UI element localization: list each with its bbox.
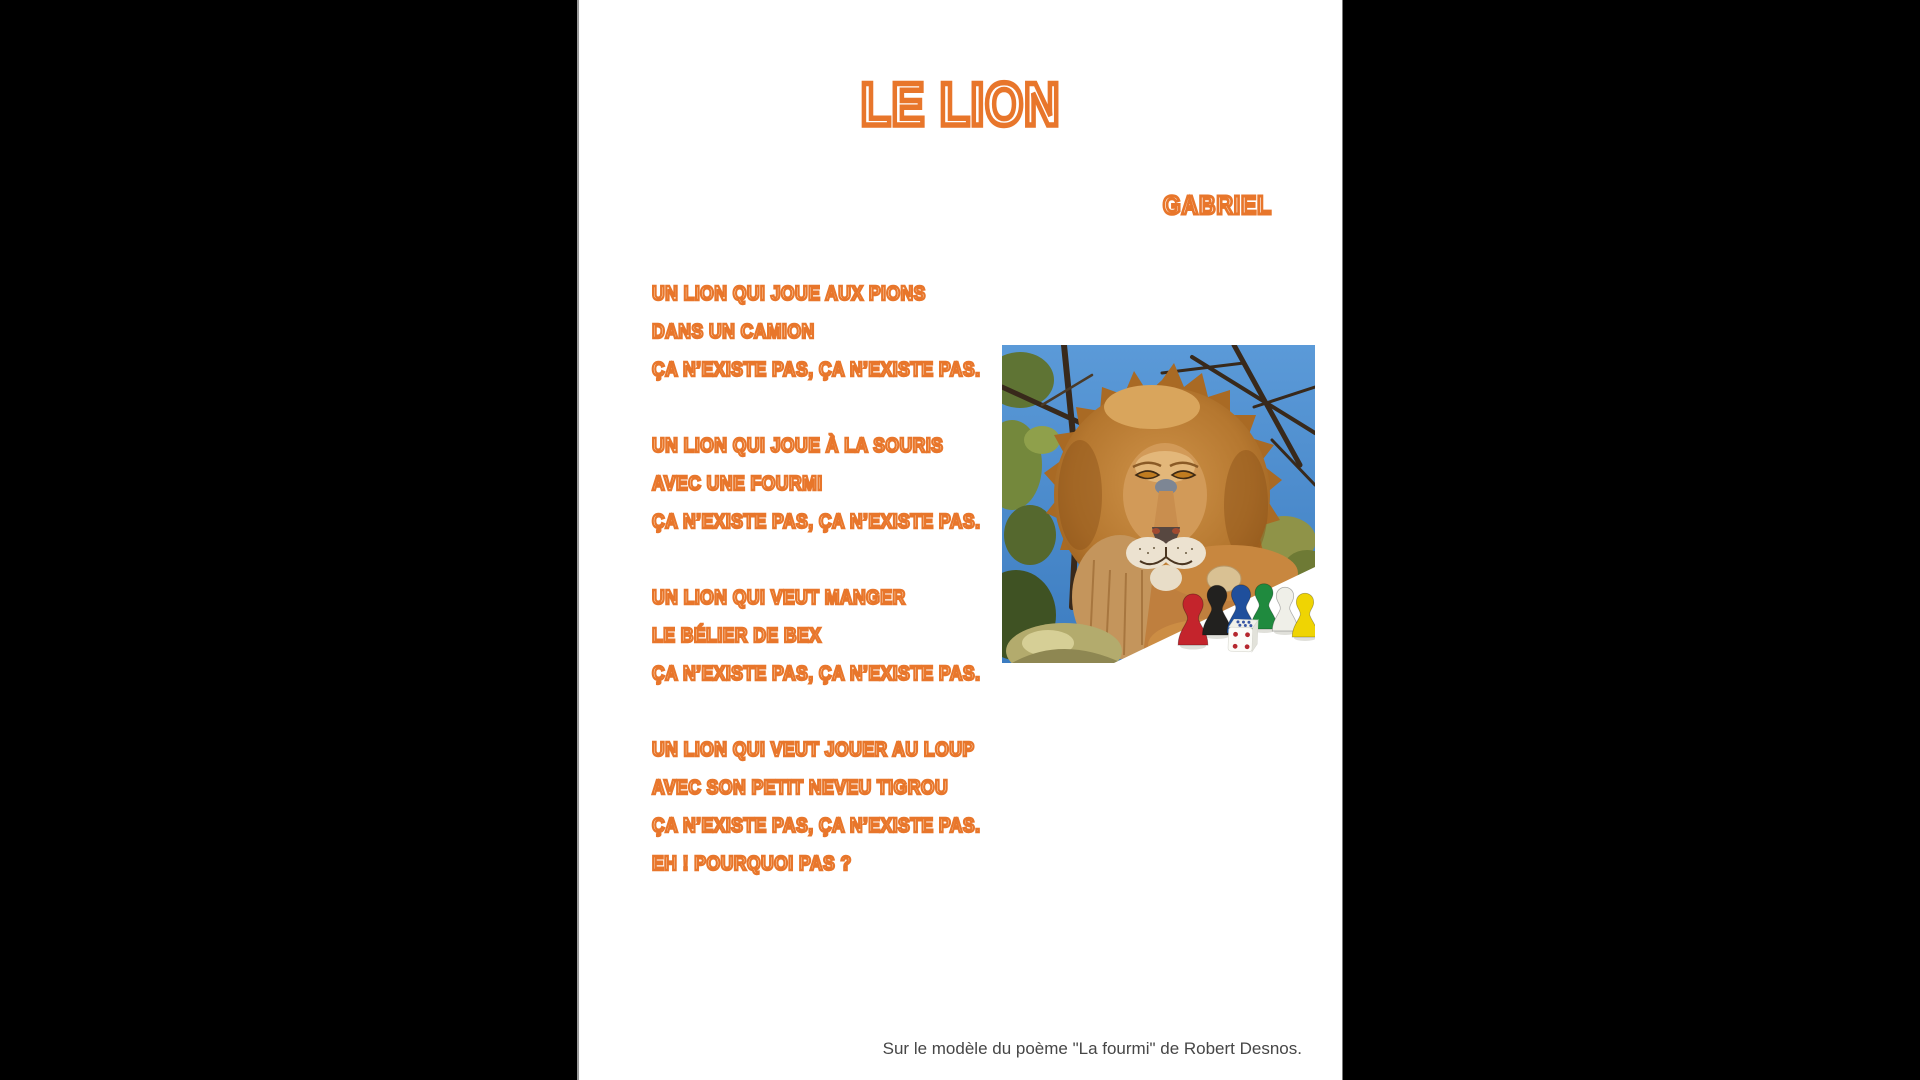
dice-icon: [1228, 619, 1258, 652]
poem-line: AVEC SON PETIT NEVEU TIGROU: [652, 777, 949, 799]
source-note: Sur le modèle du poème "La fourmi" de Robert Desnos.: [882, 1039, 1302, 1058]
lion-illustration: [1002, 345, 1315, 663]
poem-body: [652, 275, 980, 921]
lion-photo: [1002, 345, 1315, 663]
poem-line: UN LION QUI JOUE À LA SOURIS: [652, 435, 944, 457]
poem-line: UN LION QUI JOUE AUX PIONS: [652, 283, 926, 305]
poem-line: AVEC UNE FOURMI: [652, 473, 823, 495]
poem-line: ÇA N’EXISTE PAS, ÇA N’EXISTE PAS.: [652, 511, 981, 533]
poem-line: ÇA N’EXISTE PAS, ÇA N’EXISTE PAS.: [652, 359, 981, 381]
poem-title: LE LION: [860, 71, 1061, 138]
poem-line: UN LION QUI VEUT MANGER: [652, 587, 906, 609]
poem-line: LE BÉLIER DE BEX: [652, 625, 822, 647]
poem-line: UN LION QUI VEUT JOUER AU LOUP: [652, 739, 975, 761]
author-name: GABRIEL: [1162, 190, 1272, 220]
poem-line: ÇA N’EXISTE PAS, ÇA N’EXISTE PAS.: [652, 663, 981, 685]
poem-stanza-3: [652, 579, 980, 693]
poem-line: ÇA N’EXISTE PAS, ÇA N’EXISTE PAS.: [652, 815, 981, 837]
poem-stanza-1: [652, 275, 980, 389]
poem-stanza-2: [652, 427, 980, 541]
poem-line: DANS UN CAMION: [652, 321, 815, 343]
poem-stanza-4: [652, 731, 980, 883]
poem-line: EH ! POURQUOI PAS ?: [652, 853, 852, 875]
document-page[interactable]: [577, 0, 1343, 1080]
